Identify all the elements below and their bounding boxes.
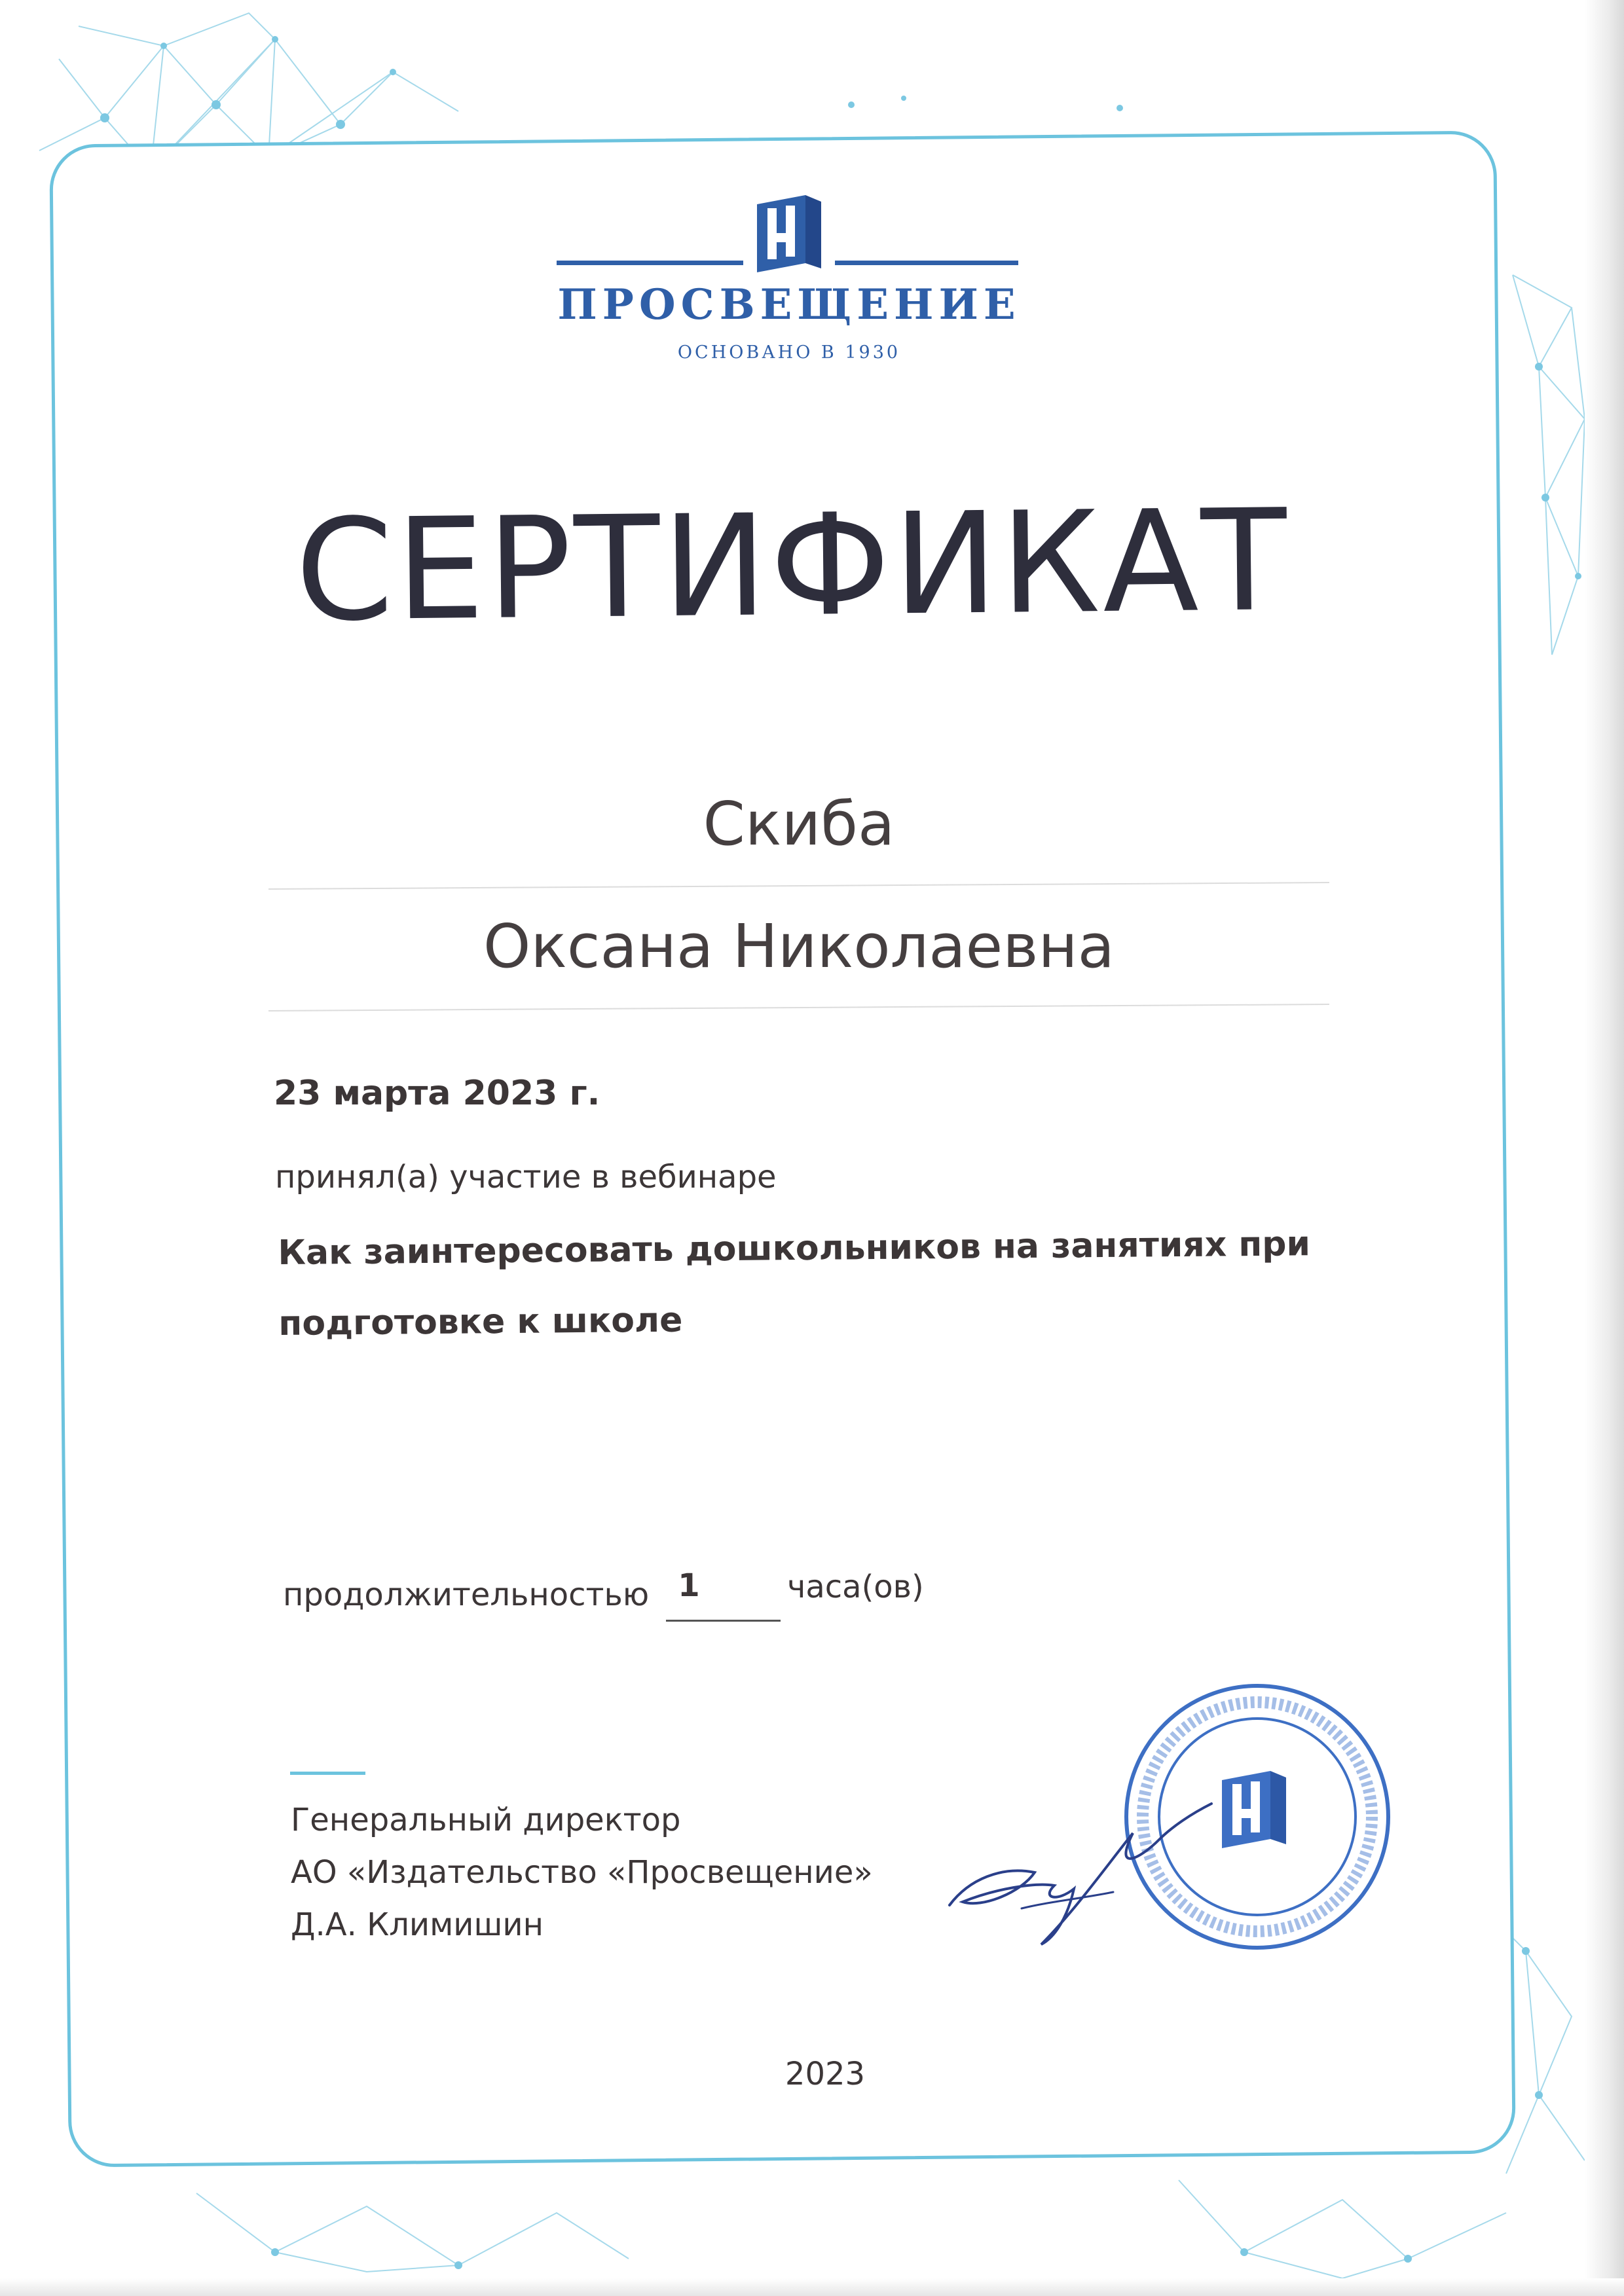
duration-value: 1	[678, 1567, 700, 1604]
duration-unit: часа(ов)	[787, 1569, 924, 1605]
duration-row	[283, 1565, 1069, 1630]
signatory-block	[291, 1794, 873, 1951]
duration-underline	[666, 1620, 781, 1622]
scan-edge-shadow	[1585, 0, 1624, 2296]
recipient-surname: Скиба	[703, 789, 895, 859]
webinar-topic-line-2: подготовке к школе	[278, 1300, 683, 1343]
accent-dash	[290, 1772, 365, 1775]
webinar-topic	[278, 1209, 1366, 1359]
logo-line-left	[557, 261, 743, 265]
webinar-topic-line-1: Как заинтересовать дошкольников на занятиях при	[278, 1224, 1311, 1273]
logo-line-right	[835, 261, 1018, 265]
scan-bottom-shadow	[0, 2278, 1624, 2296]
handwritten-signature	[943, 1768, 1218, 1951]
event-date: 23 марта 2023 г.	[274, 1074, 600, 1113]
signatory-name: Д.А. Климишин	[291, 1906, 544, 1943]
founded-note: ОСНОВАНО В 1930	[677, 342, 901, 363]
duration-label: продолжительностью	[283, 1576, 650, 1613]
recipient-given-names: Оксана Николаевна	[483, 911, 1115, 981]
publisher-logo-icon	[753, 195, 825, 274]
certificate-title: СЕРТИФИКАТ	[294, 479, 1291, 653]
signatory-position: Генеральный директор	[291, 1802, 681, 1838]
publisher-logo	[550, 195, 1028, 372]
publisher-name: ПРОСВЕЩЕНИЕ	[557, 280, 1021, 329]
signatory-organization: АО «Издательство «Просвещение»	[291, 1854, 873, 1891]
participation-text: принял(а) участие в вебинаре	[275, 1159, 777, 1195]
certificate-year: 2023	[784, 2056, 866, 2092]
